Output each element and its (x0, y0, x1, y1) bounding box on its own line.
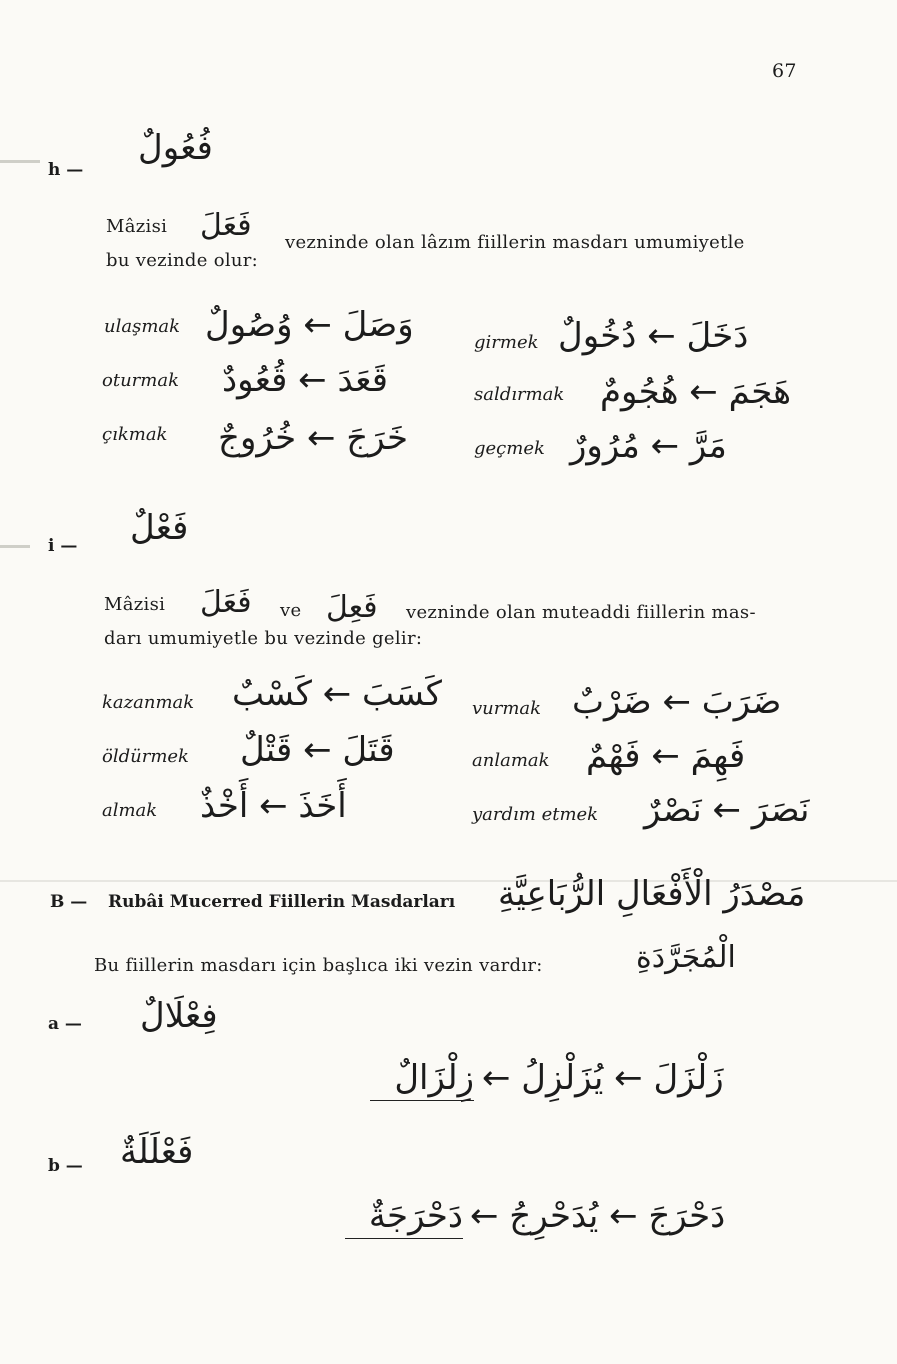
example-left-arabic: خَرَجَ ← خُرُوجٌ (218, 418, 408, 458)
scan-speck (0, 160, 40, 163)
example-right-arabic: ضَرَبَ ← ضَرْبٌ (572, 682, 782, 722)
section-b-b-pattern: فَعْلَلَةٌ (120, 1132, 194, 1172)
example-right-label: yardım etmek (472, 804, 599, 825)
section-h-intro-a: Mâzisi (106, 216, 168, 237)
section-b-title: Rubâi Mucerred Fiillerin Masdarları (108, 892, 456, 912)
example-right-label: vurmak (472, 698, 542, 719)
scan-speck (0, 545, 30, 548)
page-number: 67 (772, 60, 797, 82)
section-b-a-label: a — (48, 1014, 82, 1034)
example-left-label: kazanmak (102, 692, 195, 713)
section-h-label: h — (48, 160, 84, 180)
section-b-b-example: دَحْرَجَ ← يُدَحْرِجُ ← (470, 1196, 726, 1236)
section-i-intro-a: Mâzisi (104, 594, 166, 615)
section-i-intro-ve: ve (280, 600, 302, 621)
section-b-a-example: زَلْزَلَ ← يُزَلْزِلُ ← (482, 1058, 724, 1098)
section-b-label: B — (50, 892, 88, 912)
example-right-label: girmek (474, 332, 539, 353)
section-i-label: i — (48, 536, 78, 556)
example-left-label: oturmak (102, 370, 179, 391)
example-left-arabic: كَسَبَ ← كَسْبٌ (232, 674, 442, 714)
example-right-label: geçmek (474, 438, 545, 459)
example-left-arabic: أَخَذَ ← أَخْذٌ (200, 786, 347, 826)
example-right-label: anlamak (472, 750, 550, 771)
example-right-arabic: دَخَلَ ← دُخُولٌ (558, 316, 749, 356)
example-right-arabic: مَرَّ ← مُرُورٌ (570, 426, 727, 466)
section-h-intro-word: فَعَلَ (200, 208, 252, 243)
section-b-b-example-underlined: دَحْرَجَةٌ (345, 1196, 463, 1239)
example-left-label: ulaşmak (104, 316, 181, 337)
example-right-arabic: نَصَرَ ← نَصْرٌ (644, 790, 810, 830)
example-left-label: almak (102, 800, 158, 821)
example-right-arabic: هَجَمَ ← هُجُومٌ (600, 372, 792, 412)
section-b-a-example-underlined: زِلْزَالٌ (370, 1058, 474, 1101)
section-i-intro-word1: فَعَلَ (200, 585, 252, 620)
example-left-arabic: قَتَلَ ← قَتْلٌ (240, 730, 395, 770)
section-h-pattern: فُعُولٌ (138, 128, 213, 168)
example-right-arabic: فَهِمَ ← فَهْمٌ (586, 736, 746, 776)
section-b-a-pattern: فِعْلَالٌ (140, 996, 218, 1036)
section-b-title-arabic-2: الْمُجَرَّدَةِ (636, 940, 736, 975)
section-b-intro: Bu fiillerin masdarı için başlıca iki vezin vardır: (94, 955, 543, 976)
section-i-intro-c: darı umumiyetle bu vezinde gelir: (104, 628, 423, 649)
section-b-title-arabic: مَصْدَرُ الْأَفْعَالِ الرُّبَاعِيَّةِ (498, 874, 806, 914)
example-left-arabic: وَصَلَ ← وُصُولٌ (205, 305, 414, 345)
section-i-intro-b: vezninde olan muteaddi fiillerin mas- (406, 602, 756, 623)
example-right-label: saldırmak (474, 384, 565, 405)
section-h-intro-c: bu vezinde olur: (106, 250, 259, 271)
section-b-b-label: b — (48, 1156, 83, 1176)
example-left-label: çıkmak (102, 424, 168, 445)
section-h-intro-b: vezninde olan lâzım fiillerin masdarı umumiyetle (285, 232, 745, 253)
example-left-arabic: قَعَدَ ← قُعُودٌ (222, 360, 388, 400)
section-i-pattern: فَعْلٌ (130, 508, 189, 548)
example-left-label: öldürmek (102, 746, 189, 767)
section-i-intro-word2: فَعِلَ (326, 590, 378, 625)
